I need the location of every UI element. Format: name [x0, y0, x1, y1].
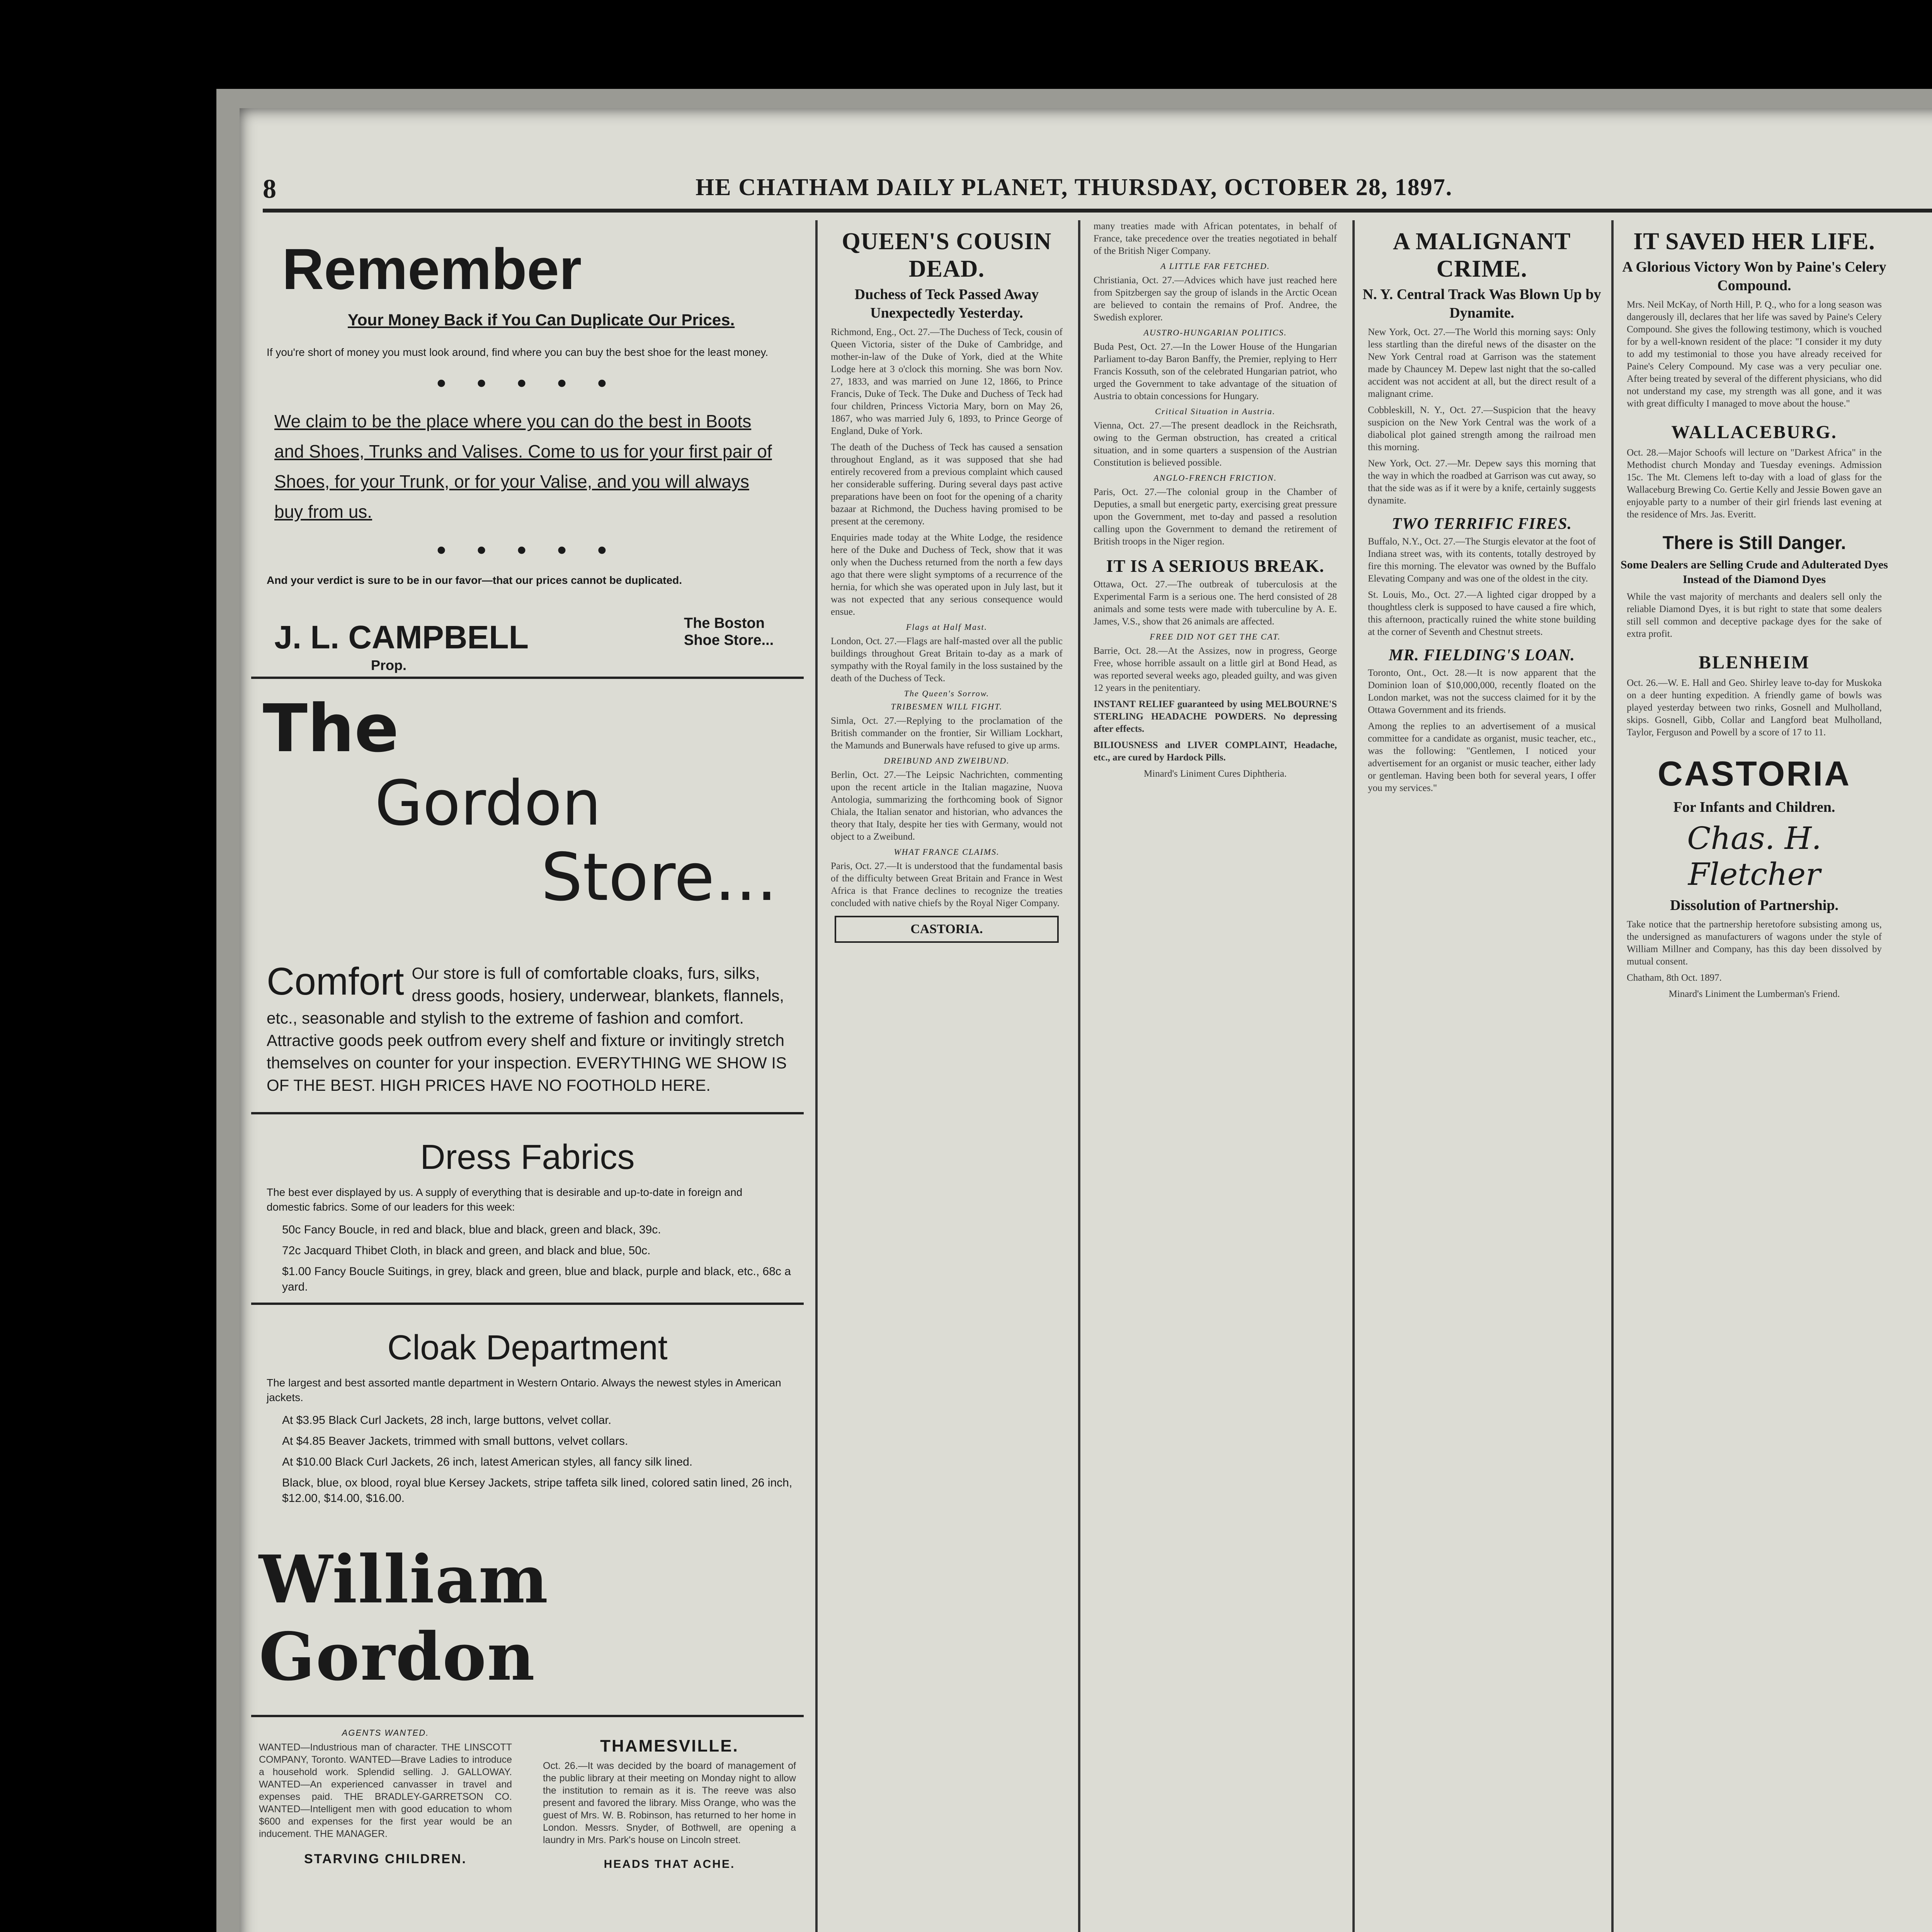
- campbell-name: J. L. CAMPBELL: [274, 619, 529, 655]
- article-text: Christiania, Oct. 27.—Advices which have just reached here from Spitzbergen say the group of islands in the Arctic Ocean are believed to contain the remains of Prof. Andree, the Swedish explorer.: [1094, 275, 1337, 323]
- queens-sorrow-subhead: The Queen's Sorrow.: [904, 689, 990, 698]
- gordon-name: Gordon: [375, 767, 601, 839]
- gordon-store: Store...: [541, 839, 777, 916]
- article-text: St. Louis, Mo., Oct. 27.—A lighted cigar dropped by a thoughtless clerk is supposed to have caused a fire which, this afternoon, practically ruined the white stone building at the corner of Seventh and Chestnut streets.: [1368, 590, 1596, 637]
- free-cat-subhead: FREE DID NOT GET THE CAT.: [1150, 632, 1281, 641]
- cloak-intro: The largest and best assorted mantle department in Western Ontario. Always the newest styles in American jackets.: [267, 1377, 781, 1403]
- wanted-column: [251, 1725, 520, 1875]
- masthead: [240, 174, 1932, 205]
- divider: [251, 1112, 804, 1114]
- austria-subhead: Critical Situation in Austria.: [1155, 406, 1276, 416]
- column-rule: [815, 220, 818, 1932]
- william-gordon-heading: William Gordon: [259, 1541, 549, 1696]
- malignant-crime-headline: A MALIGNANT CRIME.: [1393, 228, 1571, 282]
- comfort-text: Our store is full of comfortable cloaks, furs, silks, dress goods, hosiery, underwear, blankets, flannels, etc., seasonable and stylish to the extreme of fashion and comfort. Attractive goods peek outfrom every shelf and fixture or invitingly stretch themselves on counter for your inspection. EVERYTHING WE SHOW IS OF THE BEST. HIGH PRICES HAVE NO FOOTHOLD HERE.: [267, 964, 787, 1094]
- list-item: 72c Jacquard Thibet Cloth, in black and green, and black and blue, 50c.: [282, 1244, 651, 1257]
- wanted-ads: WANTED—Industrious man of character. THE LINSCOTT COMPANY, Toronto. WANTED—Brave Ladies to introduce a household work. Splendid selling. J. GALLOWAY. WANTED—An experienced canvasser in travel and expenses paid. THE BRADLEY-GARRETSON CO. WANTED—Intelligent men with good education to whom $600 and expenses for the first year would be an inducement. THE MANAGER.: [259, 1742, 512, 1839]
- still-danger-heading: There is Still Danger.: [1662, 533, 1846, 553]
- list-item: At $3.95 Black Curl Jackets, 28 inch, large buttons, velvet collar.: [282, 1414, 612, 1427]
- still-danger-subhead: Some Dealers are Selling Crude and Adulterated Dyes Instead of the Diamond Dyes: [1621, 558, 1888, 586]
- article-text: While the vast majority of merchants and dealers sell only the reliable Diamond Dyes, it is but right to state that some dealers still sell common and deceptive package dyes for the sake of extra profit.: [1627, 592, 1882, 639]
- article-text: Mrs. Neil McKay, of North Hill, P. Q., who for a long season was dangerously ill, declares that her life was saved by Paine's Celery Compound. She gives the following testimony, which is vouched for by a well-known resident of the place: "I consider it my duty to add my testimonial to those you have already received for Paine's Celery Compound. My case was a very peculiar one. After being treated by several of the different physicians, who did not understand my case, my strength was all gone, and it was with great difficulty I managed to move about the house.": [1627, 299, 1882, 409]
- article-text: Paris, Oct. 27.—It is understood that the fundamental basis of the difficulty between Great Britain and France in West Africa is that France declines to recognize the treaties concluded with native chiefs by the Royal Niger Company.: [831, 861, 1063, 908]
- column-rule: [1078, 220, 1080, 1932]
- ornament-dots: • • • • •: [436, 535, 619, 565]
- far-fetched-subhead: A LITTLE FAR FETCHED.: [1160, 261, 1270, 271]
- column-rule: [1352, 220, 1355, 1932]
- page-number: 8: [263, 174, 276, 204]
- dissolution-heading: Dissolution of Partnership.: [1670, 897, 1838, 913]
- heads-that-ache-heading: HEADS THAT ACHE.: [604, 1858, 735, 1871]
- castoria-subhead: For Infants and Children.: [1673, 799, 1835, 815]
- divider: [251, 1715, 804, 1717]
- newspaper-title: HE CHATHAM DAILY PLANET, THURSDAY, OCTOBER 28, 1897.: [696, 174, 1453, 201]
- dateline: Chatham, 8th Oct. 1897.: [1627, 973, 1722, 983]
- france-subhead: WHAT FRANCE CLAIMS.: [894, 847, 1000, 857]
- news-column-2: [823, 220, 1070, 1932]
- news-column-4: [1360, 220, 1604, 1932]
- top-rule: [263, 209, 1932, 213]
- article-text: Among the replies to an advertisement of a musical committee for a candidate as organist, music teacher, etc., was the following: "Gentlemen, I noticed your advertisement for an organist or music teacher, either lady or gentleman. Having been both for several years, I offer you my services.": [1368, 721, 1596, 793]
- dress-fabrics-heading: Dress Fabrics: [420, 1138, 635, 1177]
- divider: [251, 677, 804, 679]
- thamesville-text: Oct. 26.—It was decided by the board of management of the public library at their meeting on Monday night to allow the institution to remain as it is. The reeve was also present and favored the library. Miss Orange, who was the guest of Mrs. W. B. Robinson, has returned to her home in London. Messrs. Snyder, of Bothwell, are opening a laundry in Mrs. Park's house on Lincoln street.: [543, 1760, 796, 1845]
- money-back-line: Your Money Back if You Can Duplicate Our Prices.: [348, 311, 735, 329]
- comfort-word: Comfort: [267, 960, 404, 1003]
- gordon-the: The: [263, 690, 399, 767]
- classifieds-row: [251, 1725, 804, 1875]
- two-fires-headline: TWO TERRIFIC FIRES.: [1392, 515, 1572, 533]
- article-text: Barrie, Oct. 28.—At the Assizes, now in progress, George Free, whose horrible assault on a little girl at Bond Head, as was reported several weeks ago, pleaded guilty, and was given 12 years in the penitentiary.: [1094, 646, 1337, 693]
- cloak-list: [251, 1413, 804, 1506]
- newspaper-page: [240, 108, 1932, 1932]
- article-text: New York, Oct. 27.—The World this morning says: Only less startling than the direful news of the disaster on the New York Central road at Garrison was the statement made by Chauncey M. Depew last night that the so-called accident was not accident at all, but the direct result of a malignant crime.: [1368, 327, 1596, 399]
- article-text: Richmond, Eng., Oct. 27.—The Duchess of Teck, cousin of Queen Victoria, sister of the Duke of Cambridge, and mother-in-law of the Duke of York, died at the White Lodge here at 3 o'clock this morning. She was born Nov. 27, 1833, and was married on June 12, 1866, to Prince Francis, Duke of Teck. The Duke and Duchess of Teck had four children, Princess Victoria Mary, born on May 26, 1867, who was married July 6, 1893, to Prince George of England, Duke of York.: [831, 327, 1063, 436]
- agents-wanted-heading: AGENTS WANTED.: [342, 1728, 429, 1738]
- article-text: Ottawa, Oct. 27.—The outbreak of tuberculosis at the Experimental Farm is a serious one. The herd consisted of 28 animals and some tests were made with tuberculine by A. E. James, V.S., show that 26 animals are affected.: [1094, 579, 1337, 627]
- verdict-text: And your verdict is sure to be in our favor—that our prices cannot be duplicated.: [267, 574, 682, 586]
- news-column-3: [1086, 220, 1345, 1932]
- article-text: many treaties made with African potentates, in behalf of France, take precedence over the treaties negotiated in behalf of the British Niger Company.: [1094, 221, 1337, 256]
- remember-heading: Remember: [282, 236, 582, 301]
- ornament-dots: • • • • •: [436, 368, 619, 398]
- column-rule: [1611, 220, 1614, 1932]
- article-text: New York, Oct. 27.—Mr. Depew says this morning that the way in which the roadbed at Garrison was cut away, so that the side was as if it were by a knife, certainly suggests dynamite.: [1368, 458, 1596, 506]
- biliousness-ad: BILIOUSNESS and LIVER COMPLAINT, Headache, etc., are cured by Hardock Pills.: [1094, 740, 1337, 763]
- fielding-loan-headline: MR. FIELDING'S LOAN.: [1388, 646, 1575, 664]
- instant-relief-ad: INSTANT RELIEF guaranteed by using MELBOURNE'S STERLING HEADACHE POWDERS. No depressing after effects.: [1094, 699, 1337, 734]
- article-text: Toronto, Ont., Oct. 28.—It is now apparent that the Dominion loan of $10,000,000, recently floated on the London market, was not the success claimed for it by the Ottawa Government and its friends.: [1368, 668, 1596, 715]
- serious-break-headline: IT IS A SERIOUS BREAK.: [1106, 556, 1325, 576]
- article-text: The death of the Duchess of Teck has caused a sensation throughout England, as it was supposed that she had entirely recovered from a previous complaint which caused her considerable suffering. During several days past active preparations have been on foot for the opening of a charity bazaar at Richmond, the Duchess having promised to be present at the ceremony.: [831, 442, 1063, 527]
- malignant-crime-subhead: N. Y. Central Track Was Blown Up by Dynamite.: [1362, 286, 1601, 321]
- proprietor-label: Prop.: [371, 657, 407, 673]
- ad-column: [251, 220, 804, 1932]
- austro-hungarian-subhead: AUSTRO-HUNGARIAN POLITICS.: [1143, 328, 1287, 337]
- claim-text: We claim to be the place where you can do the best in Boots and Shoes, Trunks and Valises. Come to us for your first pair of Shoes, for your Trunk, or for your Valise, and you will always buy from us.: [274, 411, 772, 522]
- dress-intro: The best ever displayed by us. A supply of everything that is desirable and up-to-date in foreign and domestic fabrics. Some of our leaders for this week:: [267, 1186, 743, 1213]
- queens-cousin-headline: QUEEN'S COUSIN DEAD.: [842, 228, 1052, 282]
- article-text: Oct. 28.—Major Schoofs will lecture on "Darkest Africa" in the Methodist church Monday and Tuesday evenings. Admission 15c. The Mt. Clemens left to-day with a load of glass for the Wallaceburg Brewing Co. Gertie Kelly and Jessie Bowen gave an enjoyable party to a number of their girl friends last evening at the residence of Mrs. Jas. Everitt.: [1627, 447, 1882, 520]
- minard-ad: Minard's Liniment Cures Diphtheria.: [1144, 769, 1287, 779]
- tribesmen-subhead: TRIBESMEN WILL FIGHT.: [891, 702, 1003, 711]
- article-text: London, Oct. 27.—Flags are half-masted over all the public buildings throughout Great Britain to-day as a mark of sympathy with the Royal family in the loss sustained by the death of the Duchess of Teck.: [831, 636, 1063, 684]
- saved-her-life-subhead: A Glorious Victory Won by Paine's Celery Compound.: [1622, 259, 1886, 294]
- article-text: Take notice that the partnership heretofore subsisting among us, the undersigned as manufacturers of wagons under the style of William Millner and Company, has this day been dissolved by mutual consent.: [1627, 919, 1882, 967]
- starving-children-heading: STARVING CHILDREN.: [304, 1852, 467, 1866]
- comfort-block: [267, 962, 788, 1097]
- castoria-heading: CASTORIA: [1657, 755, 1851, 793]
- article-text: Simla, Oct. 27.—Replying to the proclamation of the British commander on the frontier, Sir William Lockhart, the Mamunds and Bunerwals have refused to give up arms.: [831, 716, 1063, 751]
- cloak-department-heading: Cloak Department: [387, 1328, 668, 1367]
- blenheim-heading: BLENHEIM: [1698, 652, 1810, 673]
- article-text: Berlin, Oct. 27.—The Leipsic Nachrichten, commenting upon the recent article in the Italian magazine, Nuova Antologia, summarizing the forthcoming book of Signor Chiala, the Italian senator and historian, who advances the theory that Italy, despite her ties with Germany, would not object to a Zweibund.: [831, 770, 1063, 842]
- news-column-5: [1619, 220, 1889, 1932]
- castoria-box: CASTORIA.: [835, 916, 1059, 943]
- campbell-signature-block: [274, 603, 804, 673]
- saved-her-life-headline: IT SAVED HER LIFE.: [1633, 228, 1875, 255]
- short-of-money-text: If you're short of money you must look around, find where you can buy the best shoe for the least money.: [267, 346, 769, 358]
- boston-shoe-store: The Boston Shoe Store...: [684, 615, 774, 648]
- list-item: Black, blue, ox blood, royal blue Kersey Jackets, stripe taffeta silk lined, colored satin lined, 26 inch, $12.00, $14.00, $16.00.: [282, 1476, 793, 1505]
- list-item: At $10.00 Black Curl Jackets, 26 inch, latest American styles, all fancy silk lined.: [282, 1456, 693, 1468]
- dreibund-subhead: DREIBUND AND ZWEIBUND.: [884, 756, 1010, 765]
- list-item: 50c Fancy Boucle, in red and black, blue and black, green and black, 39c.: [282, 1223, 661, 1236]
- article-text: Buffalo, N.Y., Oct. 27.—The Sturgis elevator at the foot of Indiana street was, with its contents, totally destroyed by fire this morning. The elevator was owned by the Buffalo Elevating Company and was one of the oldest in the city.: [1368, 536, 1596, 584]
- dress-list: [251, 1222, 804, 1295]
- flags-subhead: Flags at Half Mast.: [906, 622, 988, 632]
- queens-cousin-subhead: Duchess of Teck Passed Away Unexpectedly Yesterday.: [854, 286, 1039, 321]
- article-text: Oct. 26.—W. E. Hall and Geo. Shirley leave to-day for Muskoka on a deer hunting expedition. A friendly game of bowls was played yesterday between two rinks, Gosnell and Mulholland, skips. Gosnell, Gibb, Collar and Langford beat Mulholland, Taylor, Ferguson and Powell by a score of 17 to 11.: [1627, 678, 1882, 738]
- minard-ad: Minard's Liniment the Lumberman's Friend.: [1668, 989, 1840, 999]
- anglo-french-subhead: ANGLO-FRENCH FRICTION.: [1153, 473, 1277, 483]
- thamesville-heading: THAMESVILLE.: [600, 1736, 739, 1755]
- divider: [251, 1303, 804, 1305]
- article-text: Cobbleskill, N. Y., Oct. 27.—Suspicion that the heavy suspicion on the New York Central was the work of a diabolical plot gained strength among the railroad men this morning.: [1368, 405, 1596, 452]
- fletcher-signature: Chas. H. Fletcher: [1687, 820, 1821, 892]
- list-item: $1.00 Fancy Boucle Suitings, in grey, black and green, blue and black, purple and black, etc., 68c a yard.: [282, 1265, 791, 1293]
- list-item: At $4.85 Beaver Jackets, trimmed with small buttons, velvet collars.: [282, 1435, 628, 1447]
- article-text: Vienna, Oct. 27.—The present deadlock in the Reichsrath, owing to the German obstruction, has created a critical situation, and in some quarters a suspension of the Austrian Constitution is believed possible.: [1094, 420, 1337, 468]
- article-text: Enquiries made today at the White Lodge, the residence here of the Duke and Duchess of Teck, show that it was only when the Duchess returned from the north a few days ago that there were slight symptoms of a recurrence of the hernia, for which she was operated upon in July last, but it was not expected that any serious consequence would ensue.: [831, 532, 1063, 617]
- wallaceburg-heading: WALLACEBURG.: [1671, 422, 1837, 442]
- article-text: Paris, Oct. 27.—The colonial group in the Chamber of Deputies, a small but energetic party, exercising great pressure upon the Government, met to-day and passed a resolution calling upon the Government to demand the retirement of British troops in the Niger region.: [1094, 487, 1337, 547]
- thamesville-column: [535, 1725, 804, 1875]
- article-text: Buda Pest, Oct. 27.—In the Lower House of the Hungarian Parliament to-day Baron Banffy, the Premier, replying to Herr Francis Kossuth, son of the celebrated Hungarian patriot, who urged the Government to take advantage of the situation of Austria to obtain concessions for Hungary.: [1094, 342, 1337, 401]
